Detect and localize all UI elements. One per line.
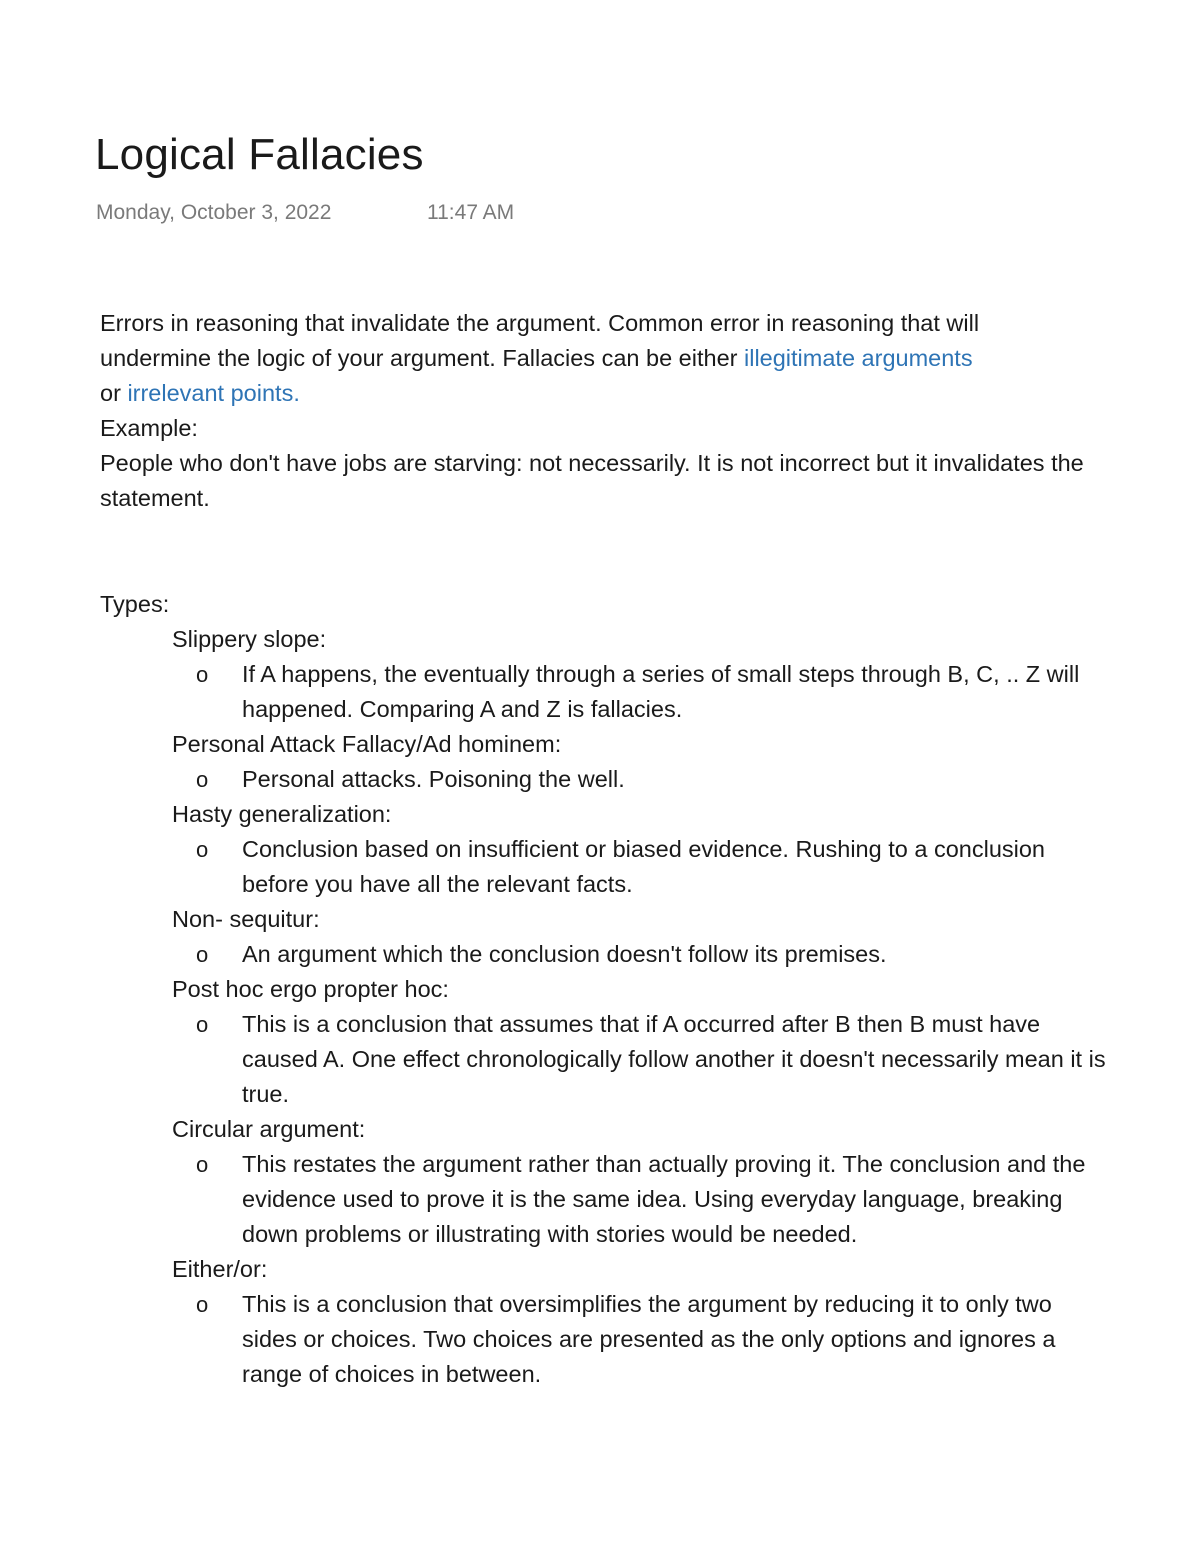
description-text: Personal attacks. Poisoning the well. — [242, 766, 625, 792]
bullet-icon: o — [196, 662, 209, 687]
example-label: Example: — [100, 415, 198, 441]
type-item — [172, 1252, 1112, 1392]
description-text: An argument which the conclusion doesn't follow its premises. — [242, 941, 887, 967]
bullet-icon: o — [196, 1292, 209, 1317]
type-item — [172, 1112, 1112, 1252]
type-name: Hasty generalization: — [172, 801, 392, 827]
description-text: This is a conclusion that oversimplifies the argument by reducing it to only two sides or choices. Two choices are presented as the only options and ignores a range of choices in between. — [242, 1291, 1056, 1387]
intro-line — [100, 376, 1110, 411]
type-description — [172, 762, 1112, 797]
bullet-icon: o — [196, 1012, 209, 1037]
type-name: Personal Attack Fallacy/Ad hominem: — [172, 731, 562, 757]
bullet-icon: o — [196, 942, 209, 967]
intro-text-2: undermine the logic of your argument. Fallacies can be either — [100, 345, 744, 371]
bullet-icon: o — [196, 767, 209, 792]
intro-line — [100, 341, 1110, 376]
description-text: If A happens, the eventually through a series of small steps through B, C, .. Z will happened. Comparing A and Z is fallacies. — [242, 661, 1080, 722]
intro-text-3: or — [100, 380, 128, 406]
type-description — [172, 1147, 1112, 1252]
intro-section — [100, 306, 1110, 516]
intro-line — [100, 306, 1110, 341]
intro-text-1: Errors in reasoning that invalidate the argument. Common error in reasoning that will — [100, 310, 980, 336]
type-item — [172, 727, 1112, 797]
type-description — [172, 832, 1112, 902]
type-name: Post hoc ergo propter hoc: — [172, 976, 449, 1002]
bullet-icon: o — [196, 1152, 209, 1177]
type-name: Circular argument: — [172, 1116, 366, 1142]
type-name: Slippery slope: — [172, 626, 327, 652]
type-name: Either/or: — [172, 1256, 268, 1282]
type-name: Non- sequitur: — [172, 906, 320, 932]
types-list — [172, 622, 1112, 1392]
types-label: Types: — [100, 591, 170, 617]
type-item — [172, 972, 1112, 1112]
type-item — [172, 902, 1112, 972]
bullet-icon: o — [196, 837, 209, 862]
type-description — [172, 1007, 1112, 1112]
illegitimate-arguments-link[interactable]: illegitimate arguments — [744, 345, 973, 371]
type-description — [172, 1287, 1112, 1392]
type-item — [172, 622, 1112, 727]
type-description — [172, 657, 1112, 727]
irrelevant-points-link[interactable]: irrelevant points. — [127, 380, 300, 406]
note-time: 11:47 AM — [427, 201, 515, 224]
note-date: Monday, October 3, 2022 — [96, 201, 332, 224]
type-description — [172, 937, 1112, 972]
page-title: Logical Fallacies — [95, 130, 424, 179]
description-text: Conclusion based on insufficient or biased evidence. Rushing to a conclusion before you have all the relevant facts. — [242, 836, 1045, 897]
example-text: People who don't have jobs are starving: not necessarily. It is not incorrect but it invalidates the statement. — [100, 450, 1084, 511]
description-text: This restates the argument rather than actually proving it. The conclusion and the evidence used to prove it is the same idea. Using everyday language, breaking down problems or illustrating with stories would be needed. — [242, 1151, 1086, 1247]
description-text: This is a conclusion that assumes that if A occurred after B then B must have caused A. One effect chronologically follow another it doesn't necessarily mean it is true. — [242, 1011, 1106, 1107]
type-item — [172, 797, 1112, 902]
